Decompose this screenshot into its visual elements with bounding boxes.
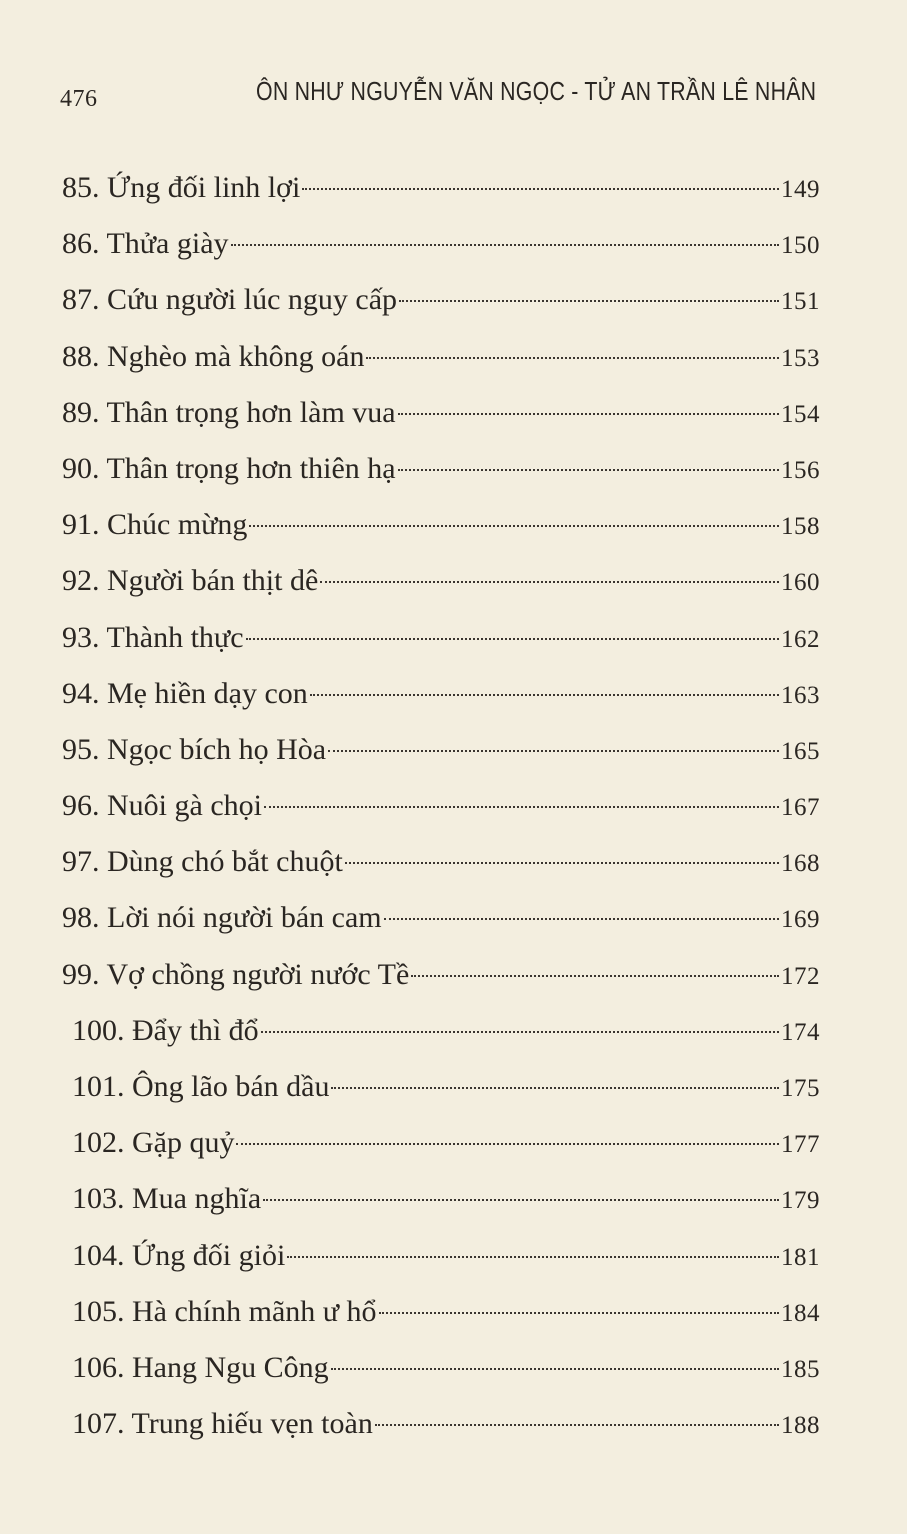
toc-entry [62,1059,820,1115]
toc-entry-page-number: 163 [781,681,820,709]
dot-leader [231,244,779,246]
toc-entry-title: 99. Vợ chồng người nước Tề [62,957,410,991]
dot-leader [320,581,779,583]
dot-leader [399,300,779,302]
toc-entry-title: 96. Nuôi gà chọi [62,789,262,823]
toc-entry [62,1284,820,1340]
toc-entry-title: 103. Mua nghĩa [72,1182,262,1216]
dot-leader [331,1087,779,1089]
toc-entry [62,890,820,946]
dot-leader [331,1368,779,1370]
dot-leader [398,413,779,415]
page-number: 476 [60,86,98,112]
toc-entry [62,1228,820,1284]
toc-entry-title: 102. Gặp quỷ [72,1126,235,1160]
toc-entry-title: 89. Thân trọng hơn làm vua [62,395,396,429]
toc-entry [62,385,820,441]
toc-entry-title: 94. Mẹ hiền dạy con [62,676,308,710]
toc-entry [62,441,820,497]
toc-entry [62,272,820,328]
toc-entry [62,610,820,666]
table-of-contents [62,160,820,1452]
dot-leader [264,806,779,808]
dot-leader [375,1424,779,1426]
toc-entry-page-number: 149 [781,176,820,203]
toc-entry-title: 86. Thửa giày [62,227,229,261]
dot-leader [310,694,779,696]
toc-entry-page-number: 156 [781,456,820,484]
dot-leader [366,357,779,359]
dot-leader [236,1143,779,1145]
toc-entry-page-number: 175 [781,1075,820,1102]
dot-leader [398,469,779,471]
toc-entry-page-number: 168 [781,850,820,878]
toc-entry [62,778,820,834]
toc-entry-page-number: 188 [781,1412,820,1440]
toc-entry-title: 98. Lời nói người bán cam [62,901,382,935]
running-head: ÔN NHƯ NGUYỄN VĂN NGỌC - TỬ AN TRẦN LÊ NHÂN [255,76,816,106]
toc-entry-title: 88. Nghèo mà không oán [62,339,365,373]
toc-entry-title: 92. Người bán thịt dê [62,564,319,598]
toc-entry-page-number: 151 [781,288,820,316]
toc-entry [62,1396,820,1452]
toc-entry [62,216,820,272]
toc-entry [62,834,820,890]
toc-entry [62,947,820,1003]
toc-entry-title: 95. Ngọc bích họ Hòa [62,732,327,766]
toc-entry-page-number: 162 [781,625,820,653]
toc-entry-page-number: 185 [781,1355,820,1383]
dot-leader [246,638,779,640]
toc-entry-page-number: 177 [781,1131,820,1159]
dot-leader [328,750,779,752]
toc-entry-page-number: 184 [781,1299,820,1327]
toc-entry-title: 107. Trung hiếu vẹn toàn [72,1407,373,1441]
toc-entry-title: 104. Ứng đối giỏi [72,1238,286,1272]
toc-entry-page-number: 172 [781,962,820,990]
dot-leader [249,525,779,527]
toc-entry-page-number: 179 [781,1187,820,1215]
toc-entry-page-number: 158 [781,513,820,541]
toc-entry-page-number: 165 [781,737,820,765]
toc-entry [62,160,820,216]
toc-entry-title: 101. Ông lão bán dầu [72,1070,330,1103]
toc-entry [62,553,820,609]
dot-leader [411,975,779,977]
toc-entry [62,722,820,778]
toc-entry [62,666,820,722]
page-header [60,74,820,114]
toc-entry [62,1340,820,1396]
dot-leader [287,1256,779,1258]
toc-entry [62,1003,820,1059]
toc-entry-title: 97. Dùng chó bắt chuột [62,845,343,879]
toc-entry-page-number: 153 [781,344,820,372]
toc-entry-title: 85. Ứng đối linh lợi [62,171,301,204]
toc-entry-title: 93. Thành thực [62,620,244,654]
toc-entry-title: 106. Hang Ngu Công [72,1350,329,1384]
toc-entry [62,1115,820,1171]
toc-entry-page-number: 169 [781,906,820,934]
toc-entry-page-number: 150 [781,232,820,260]
toc-entry-title: 100. Đẩy thì đổ [72,1013,259,1047]
dot-leader [384,918,779,920]
toc-entry-page-number: 167 [781,794,820,822]
toc-entry-page-number: 174 [781,1018,820,1046]
toc-entry [62,497,820,553]
dot-leader [379,1312,779,1314]
toc-entry-page-number: 154 [781,400,820,428]
toc-entry [62,1171,820,1227]
dot-leader [263,1199,779,1201]
toc-entry [62,329,820,385]
dot-leader [261,1031,779,1033]
toc-entry-title: 90. Thân trọng hơn thiên hạ [62,451,396,485]
dot-leader [345,862,779,864]
toc-entry-title: 87. Cứu người lúc nguy cấp [62,283,398,317]
dot-leader [302,188,779,190]
toc-entry-title: 91. Chúc mừng [62,508,248,542]
toc-entry-page-number: 160 [781,569,820,597]
toc-entry-page-number: 181 [781,1243,820,1271]
toc-entry-title: 105. Hà chính mãnh ư hổ [72,1294,377,1328]
